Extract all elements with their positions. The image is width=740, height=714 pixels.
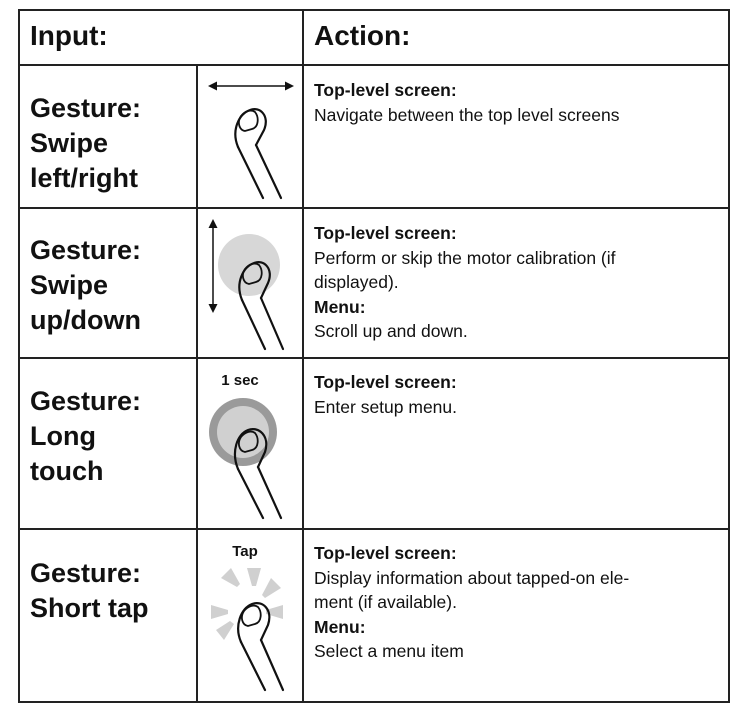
row-divider xyxy=(18,64,730,66)
long-touch-icon xyxy=(203,392,299,522)
gesture-name xyxy=(30,556,149,626)
gesture-name xyxy=(30,233,141,338)
short-tap-icon xyxy=(203,560,299,694)
action-description xyxy=(314,541,719,664)
input-column-header: Input: xyxy=(30,20,108,51)
action-description xyxy=(314,78,719,127)
action-text: displayed). xyxy=(314,272,399,292)
action-heading: Menu: xyxy=(314,616,366,637)
action-heading: Top-level screen: xyxy=(314,372,457,392)
gesture-name xyxy=(30,384,141,489)
gesture-line: Gesture: xyxy=(30,235,142,265)
action-column-header: Action: xyxy=(314,20,411,51)
icon-caption: Tap xyxy=(232,543,258,560)
action-description xyxy=(314,221,719,344)
swipe-left-right-icon xyxy=(203,72,299,202)
row-divider xyxy=(18,357,730,359)
gesture-line: left/right xyxy=(30,163,138,193)
action-heading: Top-level screen: xyxy=(314,80,457,100)
action-heading: Top-level screen: xyxy=(314,543,457,563)
action-text: Perform or skip the motor calibration (if xyxy=(314,247,616,268)
action-heading: Top-level screen: xyxy=(314,223,457,243)
column-divider xyxy=(302,9,304,703)
action-heading: Menu: xyxy=(314,296,366,317)
gesture-line: up/down xyxy=(30,305,141,335)
action-text: Select a menu item xyxy=(314,641,464,661)
swipe-up-down-icon xyxy=(203,213,299,353)
row-divider xyxy=(18,528,730,530)
column-divider xyxy=(196,65,198,703)
gesture-line: Short tap xyxy=(30,593,149,623)
gesture-line: Gesture: xyxy=(30,558,142,588)
action-text: Scroll up and down. xyxy=(314,321,468,341)
icon-caption: 1 sec xyxy=(221,372,259,389)
gesture-line: touch xyxy=(30,456,104,486)
gesture-name xyxy=(30,91,141,196)
action-text: ment (if available). xyxy=(314,592,457,612)
gesture-line: Gesture: xyxy=(30,93,142,123)
gesture-line: Gesture: xyxy=(30,386,142,416)
action-text: Enter setup menu. xyxy=(314,396,457,417)
action-text: Navigate between the top level screens xyxy=(314,104,620,125)
gesture-line: Swipe xyxy=(30,128,109,158)
action-text: Display information about tapped-on ele- xyxy=(314,567,630,588)
gesture-line: Swipe xyxy=(30,270,109,300)
action-description xyxy=(314,370,719,419)
row-divider xyxy=(18,207,730,209)
gesture-line: Long xyxy=(30,421,96,451)
